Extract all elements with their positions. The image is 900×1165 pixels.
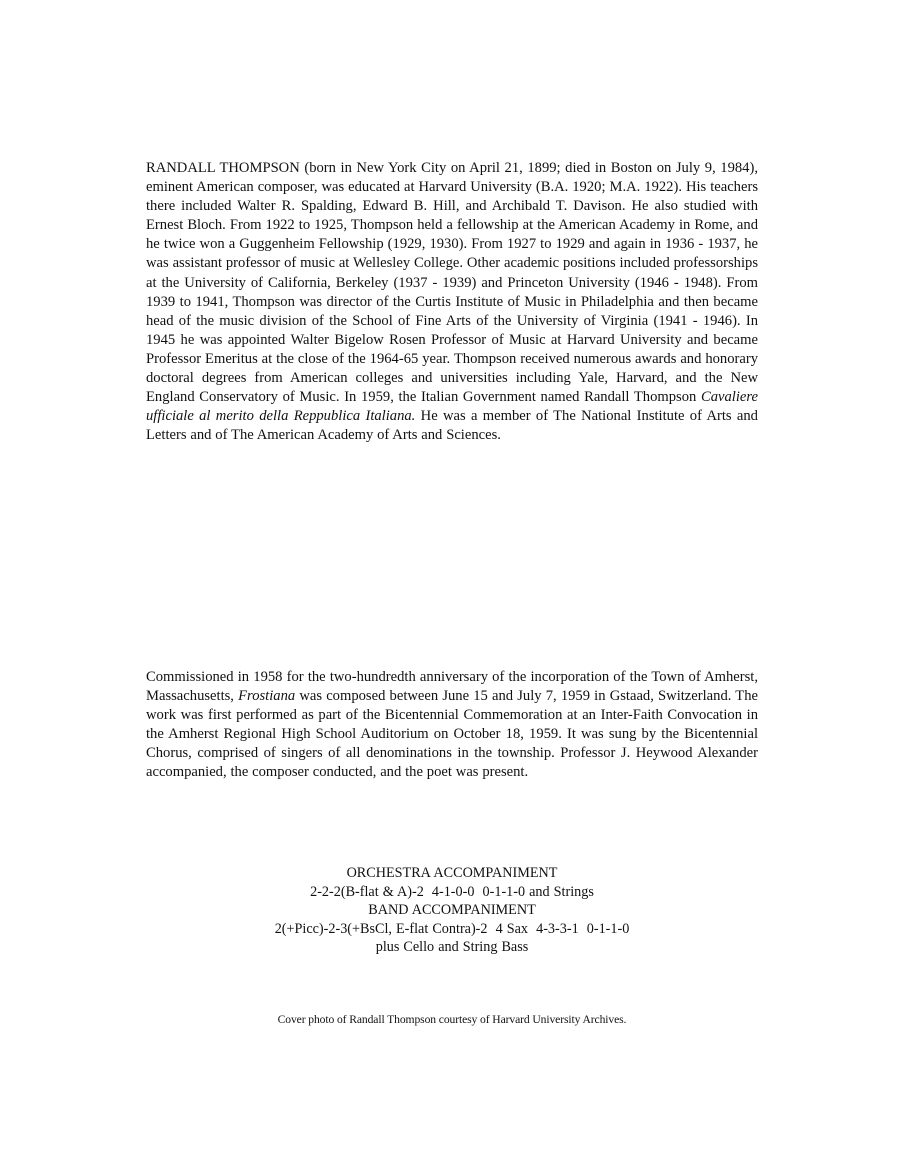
biography-text: RANDALL THOMPSON (born in New York City on April 21, 1899; died in Boston on July 9, 1984), eminent American composer, was educated at Harvard University (B.A. 1920; M.A. 1922). His teachers there included Walter R. Spalding, Edward B. Hill, and Archibald T. Davison. He also studied with Ernest Bloch. From 1922 to 1925, Thompson held a fellowship at the American Academy in Rome, and he twice won a Guggenheim Fellowship (1929, 1930). From 1927 to 1929 and again in 1936 - 1937, he was assistant professor of music at Wellesley College. Other academic positions included professorships at the University of California, Berkeley (1937 - 1939) and Princeton University (1946 - 1948). From 1939 to 1941, Thompson was director of the Curtis Institute of Music in Philadelphia and then became head of the music division of the School of Fine Arts of the University of Virginia (1941 - 1946). In 1945 he was appointed Walter Bigelow Rosen Professor of Music at Harvard University and became Professor Emeritus at the close of the 1964-65 year. Thompson received numerous awards and honorary doctoral degrees from American colleges and universities including Yale, Harvard, and the New England Conservatory of Music. In 1959, the Italian Government named Randall Thompson — [146, 160, 758, 406]
commission-text-end: was composed between June 15 and July 7, 1959 in Gstaad, Switzerland. The work was first performed as part of the Bicentennial Commemoration at an Inter-Faith Convocation in the Amherst Regional High School Auditorium on October 18, 1959. It was sung by the Bicentennial Chorus, comprised of singers of all denominations in the township. Professor J. Heywood Alexander accompanied, the composer conducted, and the poet was present. — [146, 688, 758, 781]
commission-paragraph — [146, 668, 758, 783]
work-title: Frostiana — [238, 688, 296, 705]
biography-text-end: He was a member of The National Institute of Arts and Letters and of The American Academy of Arts and Sciences. — [146, 408, 758, 444]
biography-italic-title: Cavaliere ufficiale al merito della Reppublica Italiana. — [146, 389, 758, 425]
photo-credit: Cover photo of Randall Thompson courtesy of Harvard University Archives. — [277, 1013, 627, 1026]
band-heading: BAND ACCOMPANIMENT — [368, 902, 536, 919]
biography-paragraph — [146, 159, 758, 445]
commission-text: Commissioned in 1958 for the two-hundredth anniversary of the incorporation of the Town of Amherst, Massachusetts, — [146, 669, 758, 705]
band-scoring: 2(+Picc)-2-3(+BsCl, E-flat Contra)-2 4 Sax 4-3-3-1 0-1-1-0 — [274, 920, 630, 937]
orchestra-heading: ORCHESTRA ACCOMPANIMENT — [346, 865, 558, 881]
orchestra-scoring: 2-2-2(B-flat & A)-2 4-1-0-0 0-1-1-0 and Strings — [310, 883, 594, 900]
band-scoring-extra: plus Cello and String Bass — [375, 939, 529, 956]
instrumentation-block — [146, 864, 758, 957]
